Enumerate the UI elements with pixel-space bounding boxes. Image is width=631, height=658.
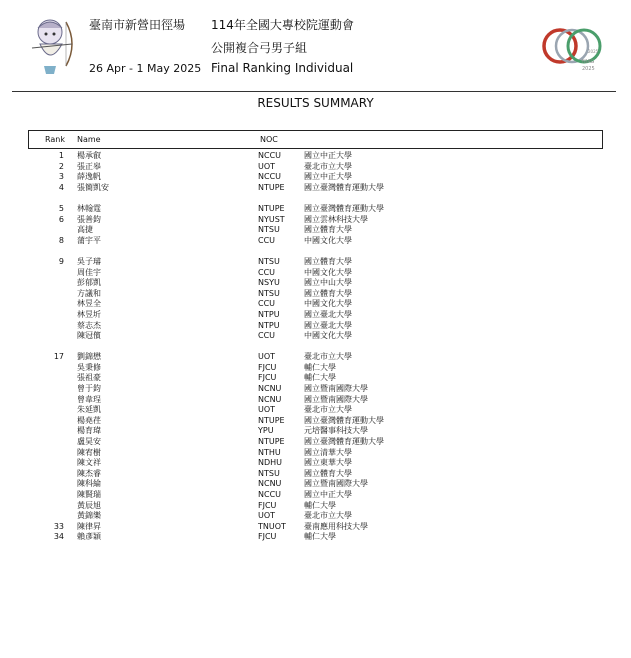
table-row bbox=[0, 405, 631, 416]
table-row bbox=[0, 151, 631, 162]
noc-code-cell: FJCU bbox=[258, 532, 277, 542]
noc-code-cell: NCCU bbox=[258, 172, 282, 182]
rank-cell: 34 bbox=[53, 532, 64, 542]
event-subtitle: 公開複合弓男子組 bbox=[211, 41, 308, 55]
header-divider bbox=[12, 91, 616, 92]
athlete-name-cell: 劉錦懋 bbox=[77, 352, 101, 362]
athlete-name-cell: 賴彥穎 bbox=[77, 532, 101, 542]
athlete-name-cell: 彭郁凱 bbox=[77, 278, 101, 288]
table-row bbox=[0, 257, 631, 268]
table-row bbox=[0, 215, 631, 226]
athlete-name-cell: 張善鈞 bbox=[77, 214, 101, 224]
results-table bbox=[0, 151, 631, 543]
athlete-name-cell: 林昱圻 bbox=[77, 309, 101, 319]
noc-code-cell: NYUST bbox=[258, 214, 285, 224]
athlete-name-cell: 黃辰旭 bbox=[77, 500, 101, 510]
school-name-cell: 臺北市立大學 bbox=[304, 405, 352, 415]
table-row bbox=[0, 416, 631, 427]
table-row bbox=[0, 310, 631, 321]
table-row bbox=[0, 268, 631, 279]
table-header bbox=[28, 130, 603, 149]
athlete-name-cell: 楊承叡 bbox=[77, 151, 101, 160]
athlete-name-cell: 周佳宇 bbox=[77, 267, 101, 277]
school-name-cell: 中國文化大學 bbox=[304, 299, 352, 309]
table-row bbox=[0, 172, 631, 183]
athlete-name-cell: 方議和 bbox=[77, 288, 101, 298]
school-name-cell: 國立體育大學 bbox=[304, 256, 352, 266]
column-header-noc: NOC bbox=[260, 135, 278, 144]
school-name-cell: 國立臺灣體育運動大學 bbox=[304, 415, 384, 425]
noc-code-cell: NCNU bbox=[258, 479, 282, 489]
school-name-cell: 中國文化大學 bbox=[304, 331, 352, 341]
noc-code-cell: NTUPE bbox=[258, 203, 285, 213]
school-name-cell: 國立中正大學 bbox=[304, 151, 352, 160]
table-row bbox=[0, 458, 631, 469]
athlete-name-cell: 高捷 bbox=[77, 225, 93, 235]
table-row bbox=[0, 162, 631, 173]
noc-code-cell: NCNU bbox=[258, 384, 282, 394]
athlete-name-cell: 張祖豪 bbox=[77, 373, 101, 383]
athlete-name-cell: 楊堯荏 bbox=[77, 415, 101, 425]
noc-code-cell: TNUOT bbox=[258, 521, 286, 531]
school-name-cell: 輔仁大學 bbox=[304, 500, 336, 510]
athlete-name-cell: 陳杰睿 bbox=[77, 468, 101, 478]
rank-cell: 3 bbox=[58, 172, 64, 182]
school-name-cell: 國立暨南國際大學 bbox=[304, 479, 368, 489]
athlete-name-cell: 吳子璿 bbox=[77, 256, 101, 266]
athlete-name-cell: 陳宥樹 bbox=[77, 447, 101, 457]
athlete-name-cell: 林翰霆 bbox=[77, 203, 101, 213]
table-row bbox=[0, 511, 631, 522]
table-row bbox=[0, 532, 631, 543]
athlete-name-cell: 陳賢瑞 bbox=[77, 490, 101, 499]
school-name-cell: 臺南應用科技大學 bbox=[304, 521, 368, 531]
table-row bbox=[0, 395, 631, 406]
school-name-cell: 臺北市立大學 bbox=[304, 511, 352, 521]
athlete-name-cell: 陳文祥 bbox=[77, 458, 101, 468]
noc-code-cell: UOT bbox=[258, 405, 276, 415]
school-name-cell: 輔仁大學 bbox=[304, 532, 336, 542]
athlete-name-cell: 陳科綸 bbox=[77, 479, 101, 489]
athlete-name-cell: 吳秉修 bbox=[77, 362, 101, 372]
noc-code-cell: NTPU bbox=[258, 320, 280, 330]
school-name-cell: 國立臺灣體育運動大學 bbox=[304, 203, 384, 213]
event-title: 114年全國大專校院運動會 bbox=[211, 18, 354, 32]
school-name-cell: 國立中正大學 bbox=[304, 172, 352, 182]
rank-cell: 9 bbox=[58, 256, 64, 266]
noc-code-cell: NTSU bbox=[258, 468, 280, 478]
school-name-cell: 國立暨南國際大學 bbox=[304, 394, 368, 404]
rank-cell: 17 bbox=[53, 352, 64, 362]
venue-name: 臺南市新營田徑場 bbox=[89, 18, 186, 32]
noc-code-cell: CCU bbox=[258, 235, 276, 245]
athlete-name-cell: 陳律昇 bbox=[77, 521, 101, 531]
table-row bbox=[0, 363, 631, 374]
noc-code-cell: UOT bbox=[258, 161, 276, 171]
noc-code-cell: UOT bbox=[258, 352, 276, 362]
noc-code-cell: NCNU bbox=[258, 394, 282, 404]
athlete-name-cell: 朱延凱 bbox=[77, 405, 101, 415]
table-row bbox=[0, 278, 631, 289]
table-row bbox=[0, 299, 631, 310]
school-name-cell: 輔仁大學 bbox=[304, 362, 336, 372]
mascot-logo bbox=[26, 14, 78, 76]
athlete-name-cell: 張正皋 bbox=[77, 161, 101, 171]
athlete-name-cell: 蒲宇平 bbox=[77, 235, 101, 245]
school-name-cell: 國立臺灣體育運動大學 bbox=[304, 182, 384, 192]
noc-code-cell: NTUPE bbox=[258, 415, 285, 425]
table-row bbox=[0, 426, 631, 437]
column-header-rank: Rank bbox=[45, 135, 65, 144]
table-row bbox=[0, 479, 631, 490]
noc-code-cell: NTSU bbox=[258, 288, 280, 298]
noc-code-cell: FJCU bbox=[258, 500, 277, 510]
school-name-cell: 國立中正大學 bbox=[304, 490, 352, 499]
noc-code-cell: NSYU bbox=[258, 278, 280, 288]
noc-code-cell: NTSU bbox=[258, 225, 280, 235]
noc-code-cell: NTSU bbox=[258, 256, 280, 266]
noc-code-cell: UOT bbox=[258, 511, 276, 521]
table-row bbox=[0, 490, 631, 501]
table-row bbox=[0, 289, 631, 300]
athlete-name-cell: 盧昊安 bbox=[77, 437, 101, 447]
logo-niag: NIAG bbox=[582, 59, 595, 65]
noc-code-cell: CCU bbox=[258, 267, 276, 277]
table-row bbox=[0, 236, 631, 247]
noc-code-cell: YPU bbox=[258, 426, 274, 436]
logo-year: 2025 bbox=[582, 66, 595, 72]
noc-code-cell: CCU bbox=[258, 331, 276, 341]
rank-cell: 5 bbox=[58, 203, 64, 213]
school-name-cell: 國立臺北大學 bbox=[304, 320, 352, 330]
noc-code-cell: NTHU bbox=[258, 447, 281, 457]
table-row bbox=[0, 183, 631, 194]
table-row bbox=[0, 384, 631, 395]
rank-cell: 33 bbox=[53, 521, 64, 531]
athlete-name-cell: 曾韋珵 bbox=[77, 394, 101, 404]
school-name-cell: 國立雲林科技大學 bbox=[304, 214, 368, 224]
table-row bbox=[0, 204, 631, 215]
noc-code-cell: NCCU bbox=[258, 151, 282, 160]
table-row bbox=[0, 373, 631, 384]
table-row bbox=[0, 469, 631, 480]
athlete-name-cell: 楊育瑋 bbox=[77, 426, 101, 436]
noc-code-cell: NTUPE bbox=[258, 437, 285, 447]
school-name-cell: 國立體育大學 bbox=[304, 468, 352, 478]
noc-code-cell: NCCU bbox=[258, 490, 282, 499]
event-name: Final Ranking Individual bbox=[211, 61, 354, 75]
noc-code-cell: FJCU bbox=[258, 362, 277, 372]
school-name-cell: 國立體育大學 bbox=[304, 288, 352, 298]
table-row bbox=[0, 331, 631, 342]
school-name-cell: 國立體育大學 bbox=[304, 225, 352, 235]
event-dates: 26 Apr - 1 May 2025 bbox=[89, 62, 202, 75]
noc-code-cell: NTPU bbox=[258, 309, 280, 319]
table-row bbox=[0, 501, 631, 512]
school-name-cell: 中國文化大學 bbox=[304, 267, 352, 277]
results-summary-title: RESULTS SUMMARY bbox=[257, 96, 374, 110]
table-row bbox=[0, 352, 631, 363]
noc-code-cell: FJCU bbox=[258, 373, 277, 383]
rank-cell: 6 bbox=[58, 214, 64, 224]
school-name-cell: 國立臺灣體育運動大學 bbox=[304, 437, 384, 447]
table-row bbox=[0, 225, 631, 236]
noc-code-cell: NDHU bbox=[258, 458, 283, 468]
school-name-cell: 國立清華大學 bbox=[304, 447, 352, 457]
rank-cell: 8 bbox=[58, 235, 64, 245]
noc-code-cell: CCU bbox=[258, 299, 276, 309]
table-row bbox=[0, 321, 631, 332]
athlete-name-cell: 黃錦樂 bbox=[77, 511, 101, 521]
athlete-name-cell: 陳冠儐 bbox=[77, 331, 101, 341]
athlete-name-cell: 蔡志杰 bbox=[77, 320, 101, 330]
column-header-name: Name bbox=[77, 135, 101, 144]
rank-cell: 1 bbox=[58, 151, 64, 160]
school-name-cell: 中國文化大學 bbox=[304, 235, 352, 245]
school-name-cell: 國立暨南國際大學 bbox=[304, 384, 368, 394]
school-name-cell: 元培醫事科技大學 bbox=[304, 426, 368, 436]
rank-cell: 4 bbox=[58, 182, 64, 192]
athlete-name-cell: 林昱全 bbox=[77, 299, 101, 309]
athlete-name-cell: 曾于鈞 bbox=[77, 384, 101, 394]
rank-cell: 2 bbox=[58, 161, 64, 171]
school-name-cell: 國立臺北大學 bbox=[304, 309, 352, 319]
school-name-cell: 國立東華大學 bbox=[304, 458, 352, 468]
table-row bbox=[0, 522, 631, 533]
athlete-name-cell: 薛逸帆 bbox=[77, 172, 101, 182]
logo-year-small: 2025 bbox=[588, 49, 599, 54]
table-row bbox=[0, 437, 631, 448]
table-row bbox=[0, 448, 631, 459]
school-name-cell: 輔仁大學 bbox=[304, 373, 336, 383]
school-name-cell: 臺北市立大學 bbox=[304, 352, 352, 362]
athlete-name-cell: 張簡凱安 bbox=[77, 182, 109, 192]
school-name-cell: 臺北市立大學 bbox=[304, 161, 352, 171]
school-name-cell: 國立中山大學 bbox=[304, 278, 352, 288]
noc-code-cell: NTUPE bbox=[258, 182, 285, 192]
games-logo bbox=[540, 22, 604, 74]
